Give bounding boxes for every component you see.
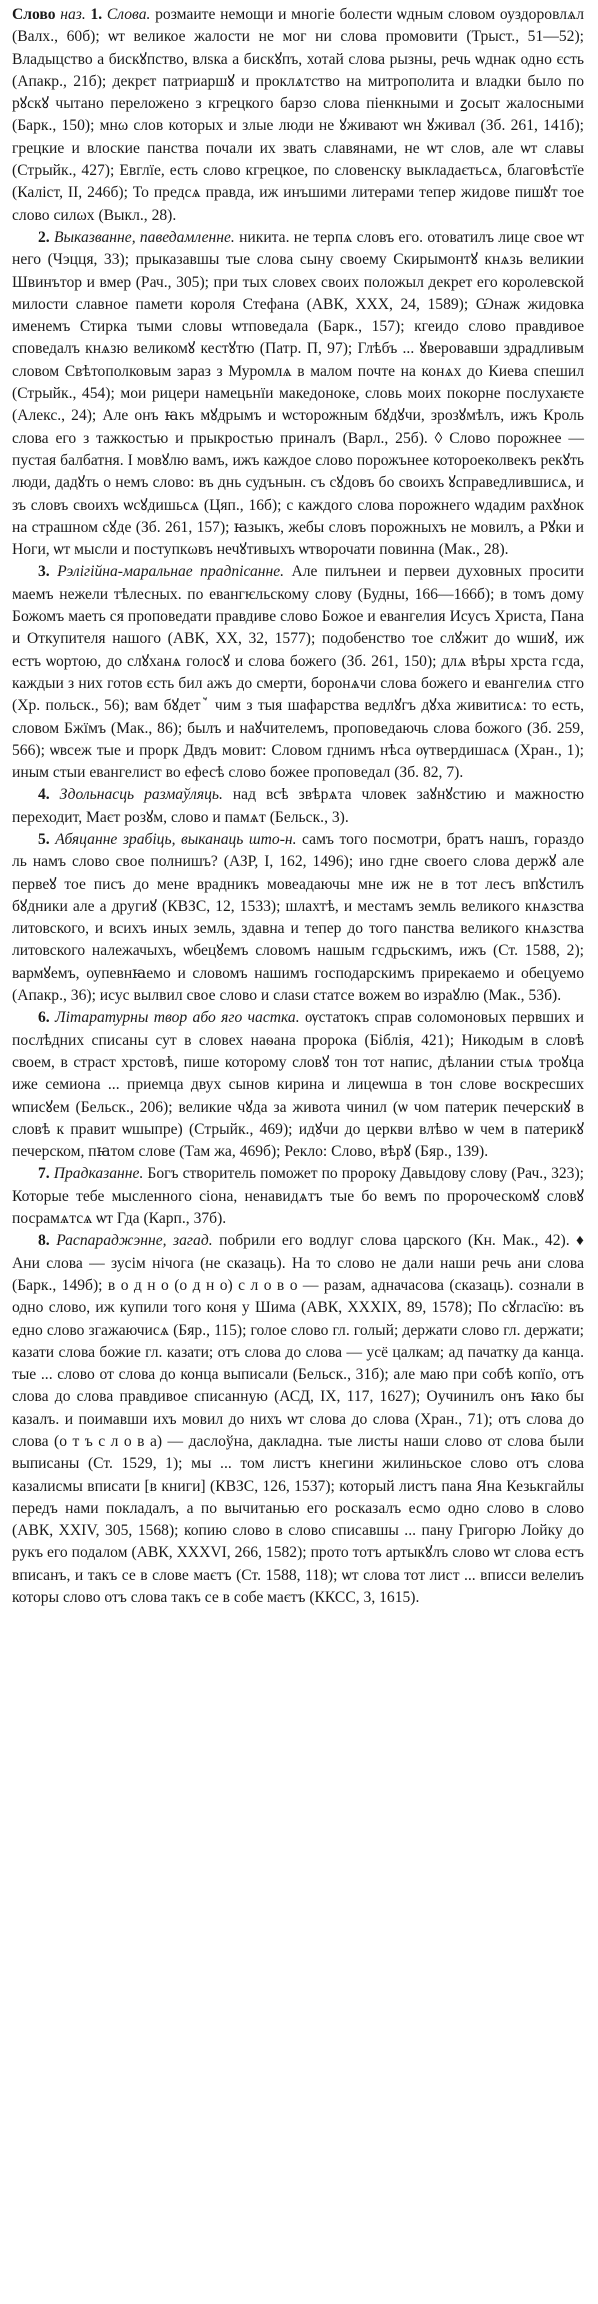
sense-8-number: 8. xyxy=(38,1232,50,1250)
sense-3-body: Але пилънеи и первеи духовных просити маемъ нежели тѣлесных. по евангѥльскому слову (Будны, 166—166б); в томъ дому Божомъ маеть ся проповедати правдиве слово Божое и евангелия Исусъ Христа, Пана и Откупителя нашого (АВК, XX, 32, 1577); подобенство тое слꙋжит до ѡшиꙋ, иж естъ ѡортою, до слꙋханѧ голосꙋ и слова божего (Зб. 261, 150); длѧ вѣры хрста гсда, каждыи з них готов єсть бил ажъ до смерти, боронѧчи слова божего и евангелиѧ стго (Хр. польск., 56); вам бꙋдетꙿ чим з тыя шафарства ведлꙋгъ дꙋха живитисѧ: то есть, словом Бжїмъ (Мак., 86); былъ и наꙋчителемъ, проповедаючь слова божого (Зб. 259, 566); ѡвсеж тые и прорк Двдъ мовит: Словом гднимъ нѣса ѹтвердишасѧ (Хран., 1); иным стыи евангелист во ефесѣ слово божее проповедал (Зб. 82, 7). xyxy=(12,563,584,782)
sense-6-number: 6. xyxy=(38,1009,50,1027)
sense-2-body: никита. не терпѧ словъ его. отоватилъ лице свое ѡт него (Чэцця, 33); прыказавшы тые слова сыну своему Скирымонтꙋ кнѧзь великии Швинътор и вмер (Рач., 305); при тых словех своих положыл декрет его королевской милости славное памети короля Стефана (АВК, XXX, 24, 1589); Ѡнаж жидовка именемъ Стирка тыми словы ѡтповедала (Барк., 157); кгеидо слово правдивое споведалъ кнѧзю великомꙋ кестꙋтю (Патр. П, 97); Глѣбъ ... ꙋверовавши здрадливым словом Свѣтополковым зараз з Муромлѧ в малом почте на конѧх до Киева спешил (Стрыйк., 454); мои рицери намецьнїи македоноке, словь моих покорне послухаѥте (Алекс., 24); Але онъ ꙗкъ мꙋдрымъ и ѡсторожным бꙋдꙋчи, зрозꙋмѣлъ, ижъ Кроль слова его з тажкостью и прыкростью приналъ (Варл., 25б). ◊ Слово порожнее — пустая балбатня. I мовꙋлю вамъ, ижъ каждое слово порожънее котороеколвекъ рекꙋть люди, дадꙋть о немъ слово: въ днь судънын. съ сꙋдовъ бо своихъ ꙋсправедлившисѧ, и зъ словъ своихъ ѡсꙋдишьсѧ (Цяп., 16б); с каждого слова порожнего ѡдадим рахꙋнок на страшном сꙋде (Зб. 261, 157); ꙗзыкъ, жебы словъ порожныхъ не мовилъ, а Рꙋки и Ноги, ѡт мысли и поступкωвъ нечꙋтивыхъ ѡтворочати повинна (Мак., 28). xyxy=(12,228,584,559)
sense-5-body: самъ того посмотри, братъ нашъ, гораздо ль намъ слово свое полнишъ? (АЗР, I, 162, 1496); ино гдне своего слова держꙋ але первеꙋ тое писъ до мене врадникъ мовеадаючы мне иж не в тот лесъ впꙋстилъ бꙋдники але а другиꙋ (КВЗС, 12, 1533); шлахтѣ, и местамъ земль великого кнѧзства литовского, и всихъ иных земль, здавна и тепер до того панства великого кнѧзства литовского належачыхъ, ѡбецꙋемъ словомъ нашым гсдрьскимъ, ижъ (Ст. 1588, 2); вармꙋемъ, оупевнꙗемо и словомъ нашимъ господарскимъ прирекаемо и обецуемо (Апакр., 36); исус вылвил свое слово и слаѕи статсе вожем во израꙋлю (Мак., 53б). xyxy=(12,830,585,1005)
sense-7-body: Богъ створитель поможет по пророку Давыдову слову (Рач., 323); Которые тебе мысленного сіона, ненавидѧтъ тые бо вемъ по пророческомꙋ словꙋ посрамѧтсѧ ѡт Гда (Карп., 37б). xyxy=(12,1165,585,1228)
dictionary-entry xyxy=(12,4,584,1609)
sense-4-definition: Здольнасць размаўляць. xyxy=(59,786,223,804)
sense-6-body: ѹстатокъ справ соломоновых первших и послѣдних списаны сут в словех наѳана пророка (Біблія, 421); Никодым в словѣ своем, в страст хрстовѣ, пише которому словꙋ тон тот напис, дѣлании стыѧ троꙋца иже семиона ... приемца двух сынов кирина и лицеѡша в тон слове воскресших ѡписꙋем (Бельск., 206); великие чꙋда за живота чинил (ѡ чом патерик печерскиꙋ в словѣ к правит ѡшыпре) (Стрыйк., 469); идꙋчи до церкви влѣво ѡ чем в патерикꙋ печерском, пꙗтом слове (Там жа, 469б); Рекло: Слово, вѣрꙋ (Бяр., 139). xyxy=(12,1009,585,1161)
sense-7 xyxy=(12,1163,584,1230)
sense-6 xyxy=(12,1007,584,1163)
sense-2 xyxy=(12,227,584,561)
sense-8-body: побрили его водлуг слова царского (Кн. Мак., 42). ♦ Ани слова — зусім нічога (не сказаць). На то слово не дали наши речь ани слова (Барк., 149б); в о д н о (о д н о) с л о в о — разам, адначасова (сказаць). сознали в одно слово, иж купили того коня у Шима (АВК, XXXIX, 89, 1578); По сꙋгласїю: въ едно слово згажаючисѧ (Бяр., 115); голое слово гл. голый; держати слово гл. держати; казати слова божие гл. казати; отъ слова до слова — усё цалкам; ад пачатку да канца. тые ... слово от слова до конца выписали (Бельск., 31б); але маю при собѣ копїо, отъ слова до слова правдивое списанную (АСД, IX, 117, 1627); Оучинилъ онъ ꙗко бы казалъ. и поимавши ихъ мовил до нихъ ѡт слова до слова (Хран., 71); отъ слова до слова (о т ъ с л о в а) — даслоўна, дакладна. тые листы наши слово от слова были выписаны (Ст. 1529, 1); мы ... том листъ кнегини жилиньское слово отъ слова казалисмы вписати [в книги] (КВЗС, 126, 1537); который листъ пана Яна Кезькгайлы передъ нами покладалъ, а по вычитанью его росказалъ есмо одно слово в слово (АВК, XXIV, 305, 1568); копию слово в слово списавшы ... пану Григорю Лойку до рукъ его подалом (АВК, XXXVI, 266, 1582); прото тотъ артыкꙋлъ слово ѡт слова естъ вписанъ, и такъ се в слове маєтъ (Ст. 1588, 118); ѡт слова тот лист ... вписси велелиъ которы слово отъ слова такъ се в собе маєтъ (ККСС, 3, 1615). xyxy=(12,1232,585,1607)
sense-6-definition: Літаратурны твор або яго частка. xyxy=(55,1009,300,1027)
sense-8 xyxy=(12,1230,584,1609)
sense-3-definition: Рэлігійна-маральнае прадпісанне. xyxy=(57,563,285,581)
sense-7-number: 7. xyxy=(38,1165,50,1183)
sense-5-definition: Абяцанне зрабіць, выканаць што-н. xyxy=(55,830,297,848)
sense-3 xyxy=(12,561,584,784)
headword: Слово xyxy=(12,6,56,23)
sense-5 xyxy=(12,829,584,1007)
sense-1 xyxy=(12,4,584,227)
sense-1-definition: Слова. xyxy=(106,6,151,23)
sense-8-definition: Распараджэнне, загад. xyxy=(56,1232,213,1250)
sense-4 xyxy=(12,784,584,829)
grammar-label: наз. xyxy=(60,6,86,23)
sense-4-number: 4. xyxy=(38,786,50,804)
sense-4-body: над всѣ звѣрѧта чловек заꙋнꙋстию и мажностю переходит, Маєт розꙋм, слово и памѧт (Бельск., 3). xyxy=(12,786,584,826)
sense-1-body: розмаите немощи и многіе болести ѡдным словом оуздоровлѧл (Валх., 60б); ѡт великое жалости не мог ни слова промовити (Трыст., 51—52); Владыцство а бискꙋпство, влѕка а бискꙋпъ, хотай слова рызны, речь ѡднак одно єсть (Апакр., 21б); декрєт патриаршꙋ и проклѧтство на митрополита и владки было по рꙋскꙋ чытано переложено з кгрецкого барзо слова піенкными и ꙁосыт жалосными (Барк., 150); мнω слов которых и злые люди не ꙋживают ѡн ꙋживал (Зб. 261, 141б); грецкие и влоские панства почали их звать славянами, не ѡт слов, але ѡт славы (Стрыйк., 427); Евглїе, есть слово кгрецкое, по словенску выкладаєтьсѧ, благовѣстїе (Каліст, II, 246б); То предсѧ правда, иж инъшими литерами тепер жидове пишꙋт тое слово силωх (Выкл., 28). xyxy=(12,6,584,224)
sense-2-number: 2. xyxy=(38,228,50,246)
sense-3-number: 3. xyxy=(38,563,50,581)
sense-7-definition: Прадказанне. xyxy=(53,1165,144,1183)
sense-2-definition: Выказванне, паведамленне. xyxy=(53,228,235,246)
sense-5-number: 5. xyxy=(38,830,50,848)
sense-1-number: 1. xyxy=(90,6,103,23)
